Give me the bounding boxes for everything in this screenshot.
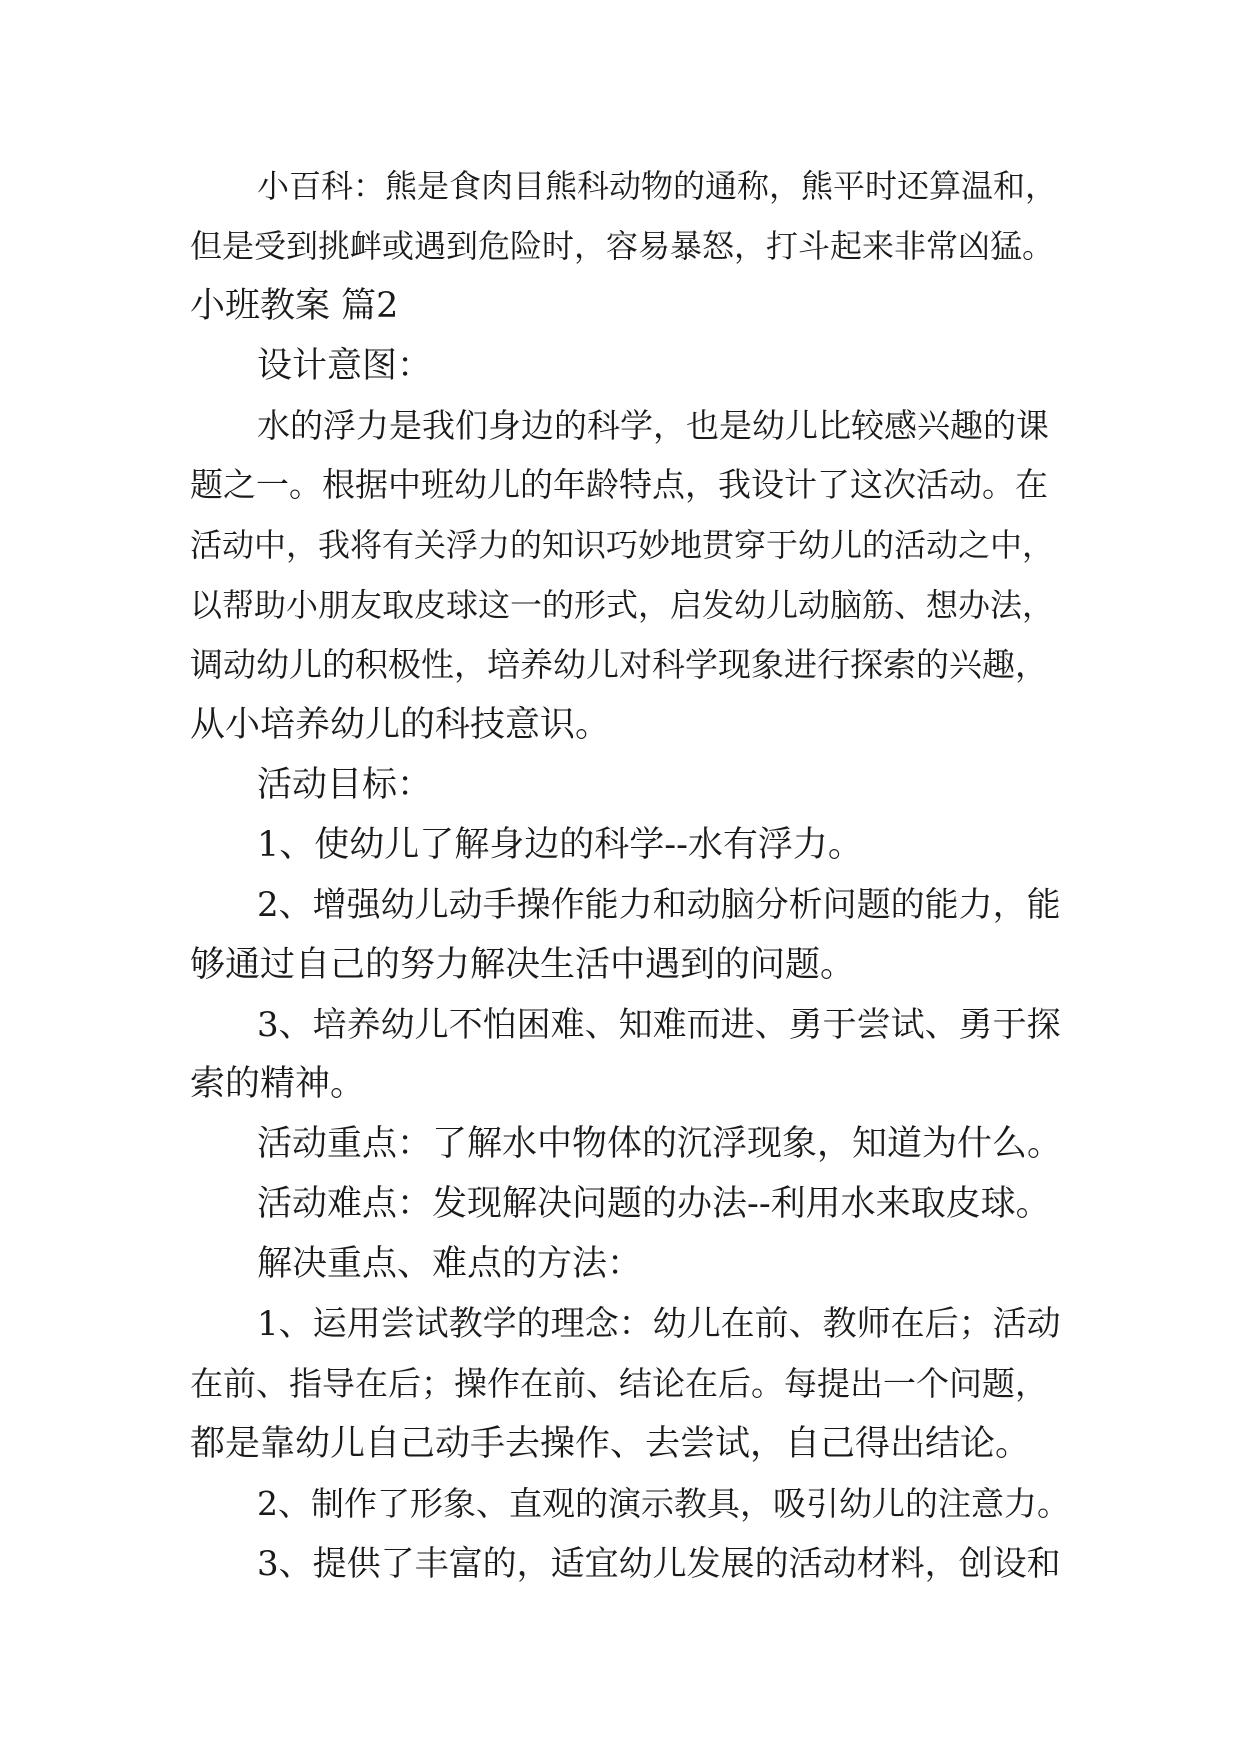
paragraph-line: 题之一。根据中班幼儿的年龄特点，我设计了这次活动。在	[190, 465, 1048, 504]
section-heading: 小班教案 篇2	[190, 286, 399, 326]
paragraph-line: 活动中，我将有关浮力的知识巧妙地贯穿于幼儿的活动之中，	[190, 526, 1055, 564]
paragraph-line: 活动重点：了解水中物体的沉浮现象，知道为什么。	[257, 1124, 1063, 1164]
paragraph-line: 1、运用尝试教学的理念：幼儿在前、教师在后；活动	[257, 1304, 1061, 1344]
paragraph-line: 但是受到挑衅或遇到危险时，容易暴怒，打斗起来非常凶猛。	[190, 227, 1055, 265]
paragraph-line: 小百科：熊是食肉目熊科动物的通称，熊平时还算温和，	[257, 167, 1058, 205]
paragraph-line: 调动幼儿的积极性，培养幼儿对科学现象进行探索的兴趣，	[190, 645, 1048, 684]
paragraph-line: 设计意图：	[257, 346, 433, 386]
paragraph-line: 3、提供了丰富的，适宜幼儿发展的活动材料，创设和	[257, 1544, 1061, 1584]
paragraph-line: 水的浮力是我们身边的科学，也是幼儿比较感兴趣的课	[257, 406, 1049, 445]
paragraph-line: 2、制作了形象、直观的演示教具，吸引幼儿的注意力。	[257, 1484, 1070, 1523]
paragraph-line: 以帮助小朋友取皮球这一的形式，启发幼儿动脑筋、想办法，	[190, 586, 1055, 624]
paragraph-line: 1、使幼儿了解身边的科学--水有浮力。	[257, 825, 863, 865]
paragraph-line: 2、增强幼儿动手操作能力和动脑分析问题的能力，能	[257, 885, 1061, 925]
paragraph-line: 解决重点、难点的方法：	[257, 1244, 643, 1284]
paragraph-line: 够通过自己的努力解决生活中遇到的问题。	[190, 945, 856, 985]
paragraph-line: 都是靠幼儿自己动手去操作、去尝试，自己得出结论。	[190, 1424, 1031, 1464]
paragraph-line: 在前、指导在后；操作在前、结论在后。每提出一个问题，	[190, 1364, 1048, 1403]
paragraph-line: 从小培养幼儿的科技意识。	[190, 705, 611, 745]
paragraph-line: 3、培养幼儿不怕困难、知难而进、勇于尝试、勇于探	[257, 1005, 1061, 1045]
paragraph-line: 索的精神。	[190, 1064, 366, 1104]
paragraph-line: 活动目标：	[257, 765, 433, 805]
paragraph-line: 活动难点：发现解决问题的办法--利用水来取皮球。	[257, 1184, 1051, 1224]
